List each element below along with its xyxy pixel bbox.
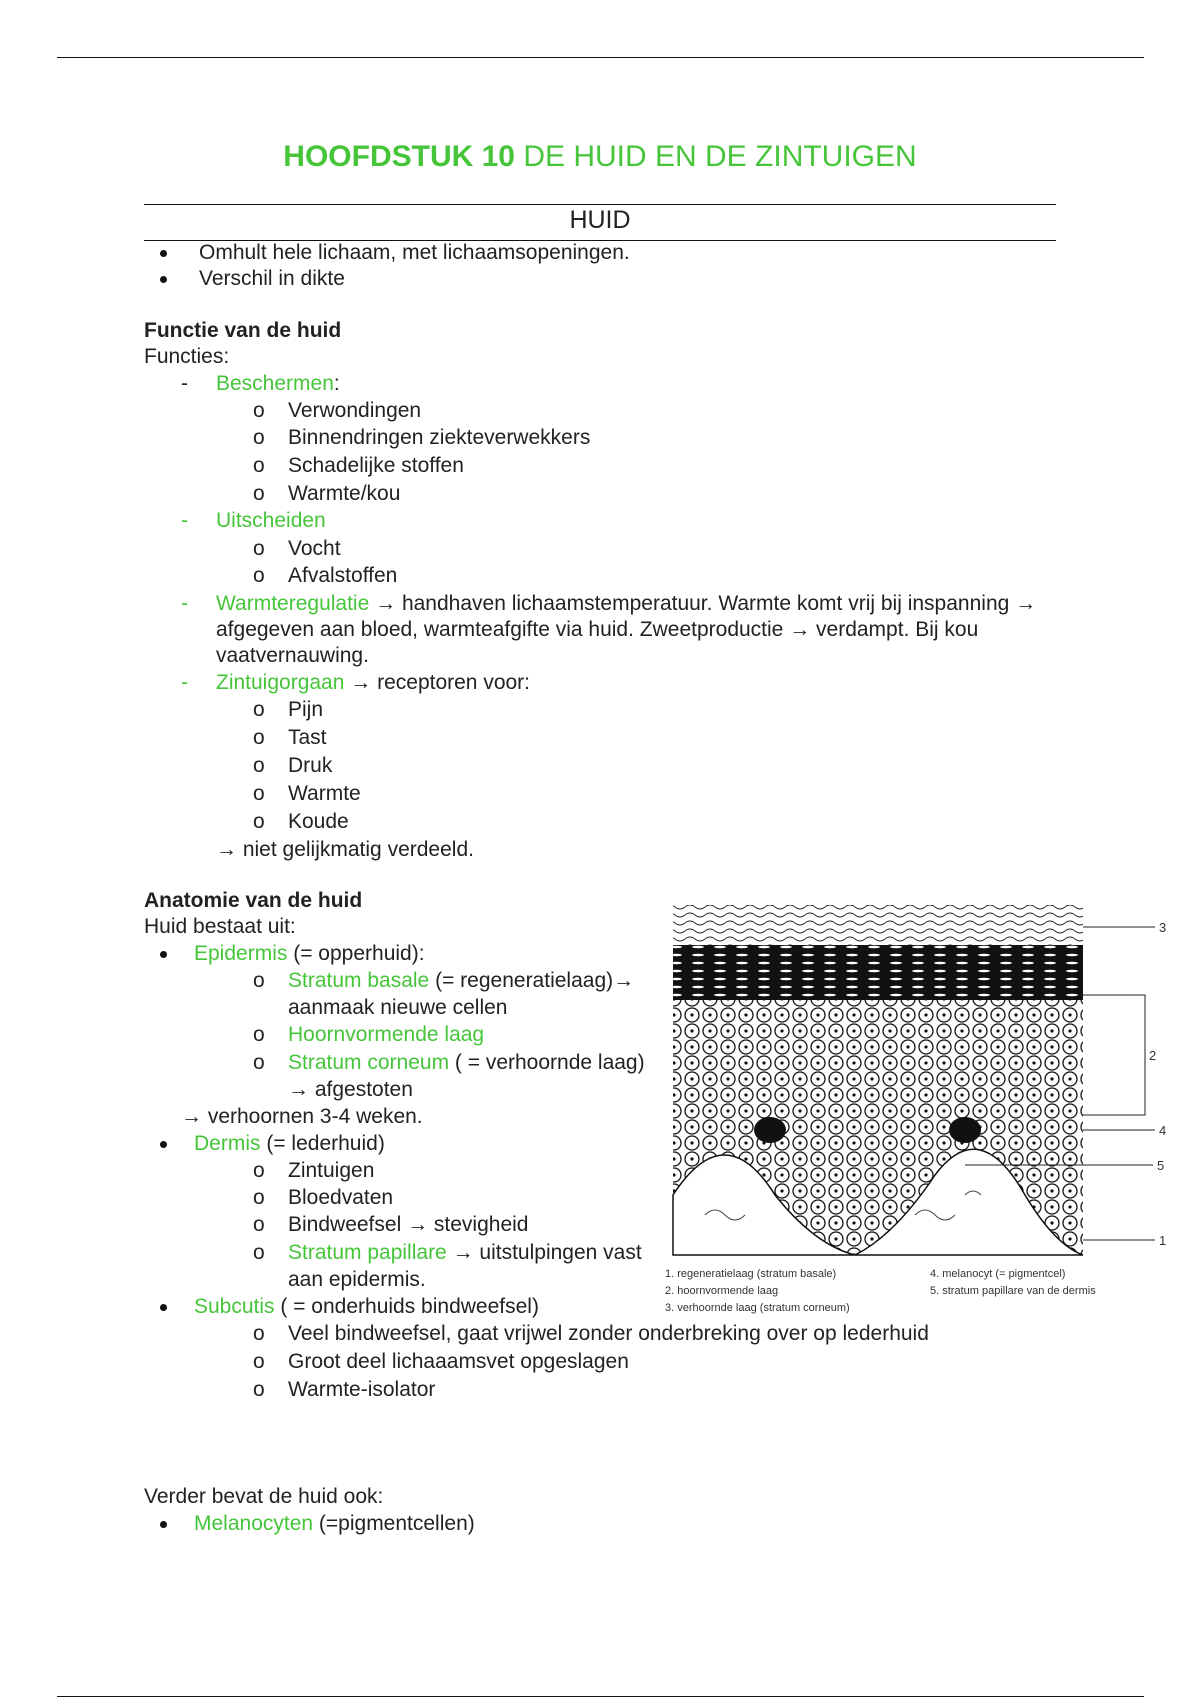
- stratum-corneum-layer: [673, 945, 1083, 1000]
- dermis-item: Dermis (= lederhuid): [194, 1132, 385, 1155]
- beschermen-item: Beschermen:: [216, 372, 340, 395]
- o-marker: o: [253, 969, 265, 992]
- bullet: [160, 1304, 167, 1311]
- stratum-papillare-cont: aan epidermis.: [288, 1268, 426, 1291]
- o-marker: o: [253, 754, 265, 777]
- o-marker: o: [253, 1350, 265, 1373]
- stratum-basale-item: Stratum basale (= regeneratielaag)→: [288, 969, 635, 992]
- zintuigorgaan-note: → niet gelijkmatig verdeeld.: [216, 838, 474, 861]
- list-item: Vocht: [288, 537, 341, 560]
- list-item: Binnendringen ziekteverwekkers: [288, 426, 591, 449]
- melanocyten-item: Melanocyten (=pigmentcellen): [194, 1512, 475, 1535]
- bottom-rule: [57, 1696, 1144, 1697]
- o-marker: o: [253, 482, 265, 505]
- o-marker: o: [253, 1023, 265, 1046]
- functie-heading: Functie van de huid: [144, 319, 342, 342]
- stratum-corneum-cont: → afgestoten: [288, 1078, 413, 1101]
- dash-marker: -: [181, 592, 188, 615]
- list-item: Koude: [288, 810, 349, 833]
- epidermis-note: → verhoornen 3-4 weken.: [181, 1105, 423, 1128]
- figure-caption: 4. melanocyt (= pigmentcel): [930, 1268, 1066, 1280]
- list-item: Warmte-isolator: [288, 1378, 436, 1401]
- section-rule-top: [144, 204, 1056, 205]
- melanocyte: [754, 1117, 786, 1143]
- o-marker: o: [253, 426, 265, 449]
- warmteregulatie-line2: afgegeven aan bloed, warmteafgifte via huid. Zweetproductie → verdampt. Bij kou: [216, 618, 979, 641]
- functie-sub: Functies:: [144, 345, 230, 368]
- dash-marker: -: [181, 372, 188, 395]
- list-item: Afvalstoffen: [288, 564, 398, 587]
- list-item: Tast: [288, 726, 327, 749]
- figure-number: 4: [1159, 1123, 1167, 1138]
- figure-caption: 2. hoornvormende laag: [665, 1285, 779, 1297]
- o-marker: o: [253, 564, 265, 587]
- stratum-papillare-item: Stratum papillare → uitstulpingen vast: [288, 1241, 642, 1264]
- o-marker: o: [253, 537, 265, 560]
- figure-number: 1: [1159, 1233, 1167, 1248]
- figure-caption: 5. stratum papillare van de dermis: [930, 1285, 1096, 1297]
- o-marker: o: [253, 1241, 265, 1264]
- figure-caption: 3. verhoornde laag (stratum corneum): [665, 1302, 850, 1314]
- epidermis-item: Epidermis (= opperhuid):: [194, 942, 425, 965]
- page-title: HOOFDSTUK 10 DE HUID EN DE ZINTUIGEN: [283, 140, 917, 173]
- o-marker: o: [253, 726, 265, 749]
- figure-number: 2: [1149, 1048, 1157, 1063]
- melanocyte: [949, 1117, 981, 1143]
- hoornvormende-laag: Hoornvormende laag: [288, 1023, 485, 1046]
- surface-layer: [673, 905, 1083, 945]
- bullet: [160, 1141, 167, 1148]
- bullet: [160, 1521, 167, 1528]
- subcutis-item: Subcutis ( = onderhuids bindweefsel): [194, 1295, 539, 1318]
- o-marker: o: [253, 1213, 265, 1236]
- uitscheiden-label: Uitscheiden: [216, 509, 326, 532]
- figure-number: 3: [1159, 920, 1167, 935]
- o-marker: o: [253, 1186, 265, 1209]
- o-marker: o: [253, 454, 265, 477]
- o-marker: o: [253, 399, 265, 422]
- list-item: Schadelijke stoffen: [288, 454, 464, 477]
- intro-item: Verschil in dikte: [199, 267, 345, 290]
- warmteregulatie-line3: vaatvernauwing.: [216, 644, 369, 667]
- zintuigorgaan-item: Zintuigorgaan → receptoren voor:: [216, 671, 531, 694]
- intro-item: Omhult hele lichaam, met lichaamsopeningen.: [199, 241, 630, 264]
- figure-caption: 1. regeneratielaag (stratum basale): [665, 1268, 837, 1280]
- list-item: Groot deel lichaaamsvet opgeslagen: [288, 1350, 629, 1373]
- o-marker: o: [253, 782, 265, 805]
- o-marker: o: [253, 810, 265, 833]
- o-marker: o: [253, 698, 265, 721]
- list-item: Bindweefsel → stevigheid: [288, 1213, 529, 1236]
- stratum-basale-cont: aanmaak nieuwe cellen: [288, 996, 508, 1019]
- list-item: Pijn: [288, 698, 324, 721]
- o-marker: o: [253, 1051, 265, 1074]
- section-header: HUID: [569, 206, 631, 234]
- list-item: Warmte/kou: [288, 482, 401, 505]
- dash-marker: -: [181, 671, 188, 694]
- stratum-corneum-item: Stratum corneum ( = verhoornde laag): [288, 1051, 645, 1074]
- bullet: [160, 951, 167, 958]
- skin-cross-section-figure: [665, 895, 1185, 1325]
- o-marker: o: [253, 1378, 265, 1401]
- anatomie-sub: Huid bestaat uit:: [144, 915, 296, 938]
- anatomie-heading: Anatomie van de huid: [144, 889, 363, 912]
- figure-number: 5: [1157, 1158, 1165, 1173]
- list-item: Veel bindweefsel, gaat vrijwel zonder onderbreking over op lederhuid: [288, 1322, 929, 1345]
- o-marker: o: [253, 1322, 265, 1345]
- top-rule: [57, 57, 1144, 58]
- list-item: Bloedvaten: [288, 1186, 394, 1209]
- verder-text: Verder bevat de huid ook:: [144, 1485, 384, 1508]
- bullet: [160, 276, 167, 283]
- list-item: Zintuigen: [288, 1159, 375, 1182]
- bracket-2: [1083, 995, 1145, 1115]
- bullet: [160, 250, 167, 257]
- dash-marker: -: [181, 509, 188, 532]
- list-item: Druk: [288, 754, 333, 777]
- list-item: Warmte: [288, 782, 361, 805]
- list-item: Verwondingen: [288, 399, 422, 422]
- o-marker: o: [253, 1159, 265, 1182]
- warmteregulatie-item: Warmteregulatie → handhaven lichaamstemperatuur. Warmte komt vrij bij inspanning →: [216, 592, 1037, 615]
